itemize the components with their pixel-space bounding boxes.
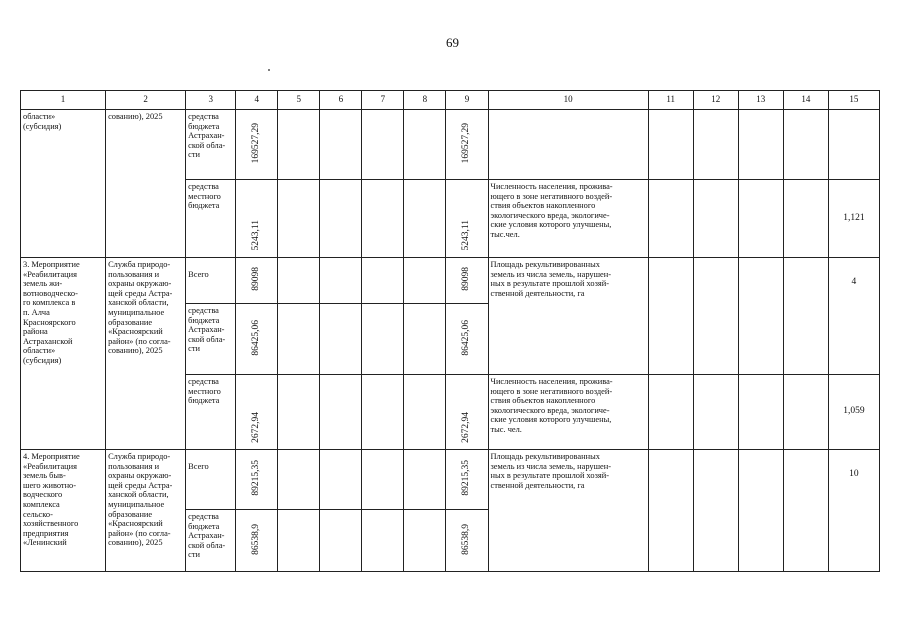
header-cell: 12 (693, 91, 738, 110)
amount-total-cell: 2672,94 (250, 411, 261, 443)
header-cell: 4 (236, 91, 278, 110)
funding-source-cell: средства местного бюджета (186, 375, 236, 450)
page-number: 69 (446, 35, 459, 50)
funding-source-cell: средства бюджета Астрахан- ской обла- сти (186, 510, 236, 572)
header-cell: 10 (488, 91, 648, 110)
executor-cell: Служба природо- пользования и охраны окружаю- щей среды Астра- ханской области, муниципальное образование «Красноярский район» (по согла- сованию), 2025 (106, 258, 186, 450)
executor-cell: сованию), 2025 (106, 110, 186, 258)
indicator-value-cell: 10 (828, 450, 879, 572)
amount-2025-cell: 86425,06 (461, 319, 472, 356)
indicator-value-cell: 1,121 (828, 180, 879, 258)
header-cell: 11 (648, 91, 693, 110)
header-cell: 7 (362, 91, 404, 110)
budget-table (20, 90, 880, 572)
executor-cell: Служба природо- пользования и охраны окружаю- щей среды Астра- ханской области, муниципальное образование «Красноярский район» (по согла- сованию), 2025 (106, 450, 186, 572)
indicator-cell: Численность населения, прожива- ющего в зоне негативного воздей- ствия объектов накопленного экологического вреда, экологиче- ские условия которого улучшены, тыс. чел. (488, 375, 648, 450)
amount-total-cell: 86425,06 (250, 319, 261, 356)
amount-2025-cell: 5243,11 (461, 219, 472, 251)
funding-source-cell: Всего (186, 450, 236, 510)
header-cell: 5 (278, 91, 320, 110)
table-row (21, 258, 880, 304)
header-cell: 8 (404, 91, 446, 110)
amount-total-cell: 89215,35 (250, 460, 261, 497)
indicator-cell (488, 110, 648, 180)
amount-total-cell: 89098 (250, 267, 261, 292)
amount-total-cell: 5243,11 (250, 219, 261, 251)
header-cell: 9 (446, 91, 488, 110)
amount-2025-cell: 89098 (461, 267, 472, 292)
indicator-cell: Площадь рекультивированных земель из числа земель, нарушен- ных в результате прошлой хозяй- ственной деятельности, га (488, 258, 648, 375)
amount-2025-cell: 86538,9 (461, 523, 472, 555)
indicator-value-cell: 1,059 (828, 375, 879, 450)
funding-source-cell: средства местного бюджета (186, 180, 236, 258)
measure-name-cell: области» (субсидия) (21, 110, 106, 258)
funding-source-cell: Всего (186, 258, 236, 304)
amount-total-cell: 169527,29 (250, 123, 261, 164)
header-cell: 15 (828, 91, 879, 110)
amount-2025-cell: 169527,29 (461, 123, 472, 164)
table-row (21, 450, 880, 510)
indicator-cell: Площадь рекультивированных земель из числа земель, нарушен- ных в результате прошлой хозяй- ственной деятельности, га (488, 450, 648, 572)
amount-total-cell: 86538,9 (250, 523, 261, 555)
header-cell: 6 (320, 91, 362, 110)
header-row (21, 91, 880, 110)
funding-source-cell: средства бюджета Астрахан- ской обла- сти (186, 304, 236, 375)
table-row (21, 110, 880, 180)
amount-2025-cell: 2672,94 (461, 411, 472, 443)
measure-name-cell: 4. Мероприятие «Реабилитация земель быв- шего животно- водческого комплекса сельско- хозяйственного предприятия «Ленинский (21, 450, 106, 572)
funding-source-cell: средства бюджета Астрахан- ской обла- сти (186, 110, 236, 180)
measure-name-cell: 3. Мероприятие «Реабилитация земель жи- вотноводческо- го комплекса в п. Алча Красноярского района Астраханской области» (субсидия) (21, 258, 106, 450)
header-cell: 14 (783, 91, 828, 110)
scan-speck (268, 69, 270, 71)
indicator-cell: Численность населения, прожива- ющего в зоне негативного воздей- ствия объектов накопленного экологического вреда, экологиче- ские условия которого улучшены, тыс.чел. (488, 180, 648, 258)
indicator-value-cell (828, 110, 879, 180)
amount-2025-cell: 89215,35 (461, 460, 472, 497)
header-cell: 2 (106, 91, 186, 110)
header-cell: 3 (186, 91, 236, 110)
indicator-value-cell: 4 (828, 258, 879, 375)
header-cell: 1 (21, 91, 106, 110)
header-cell: 13 (738, 91, 783, 110)
